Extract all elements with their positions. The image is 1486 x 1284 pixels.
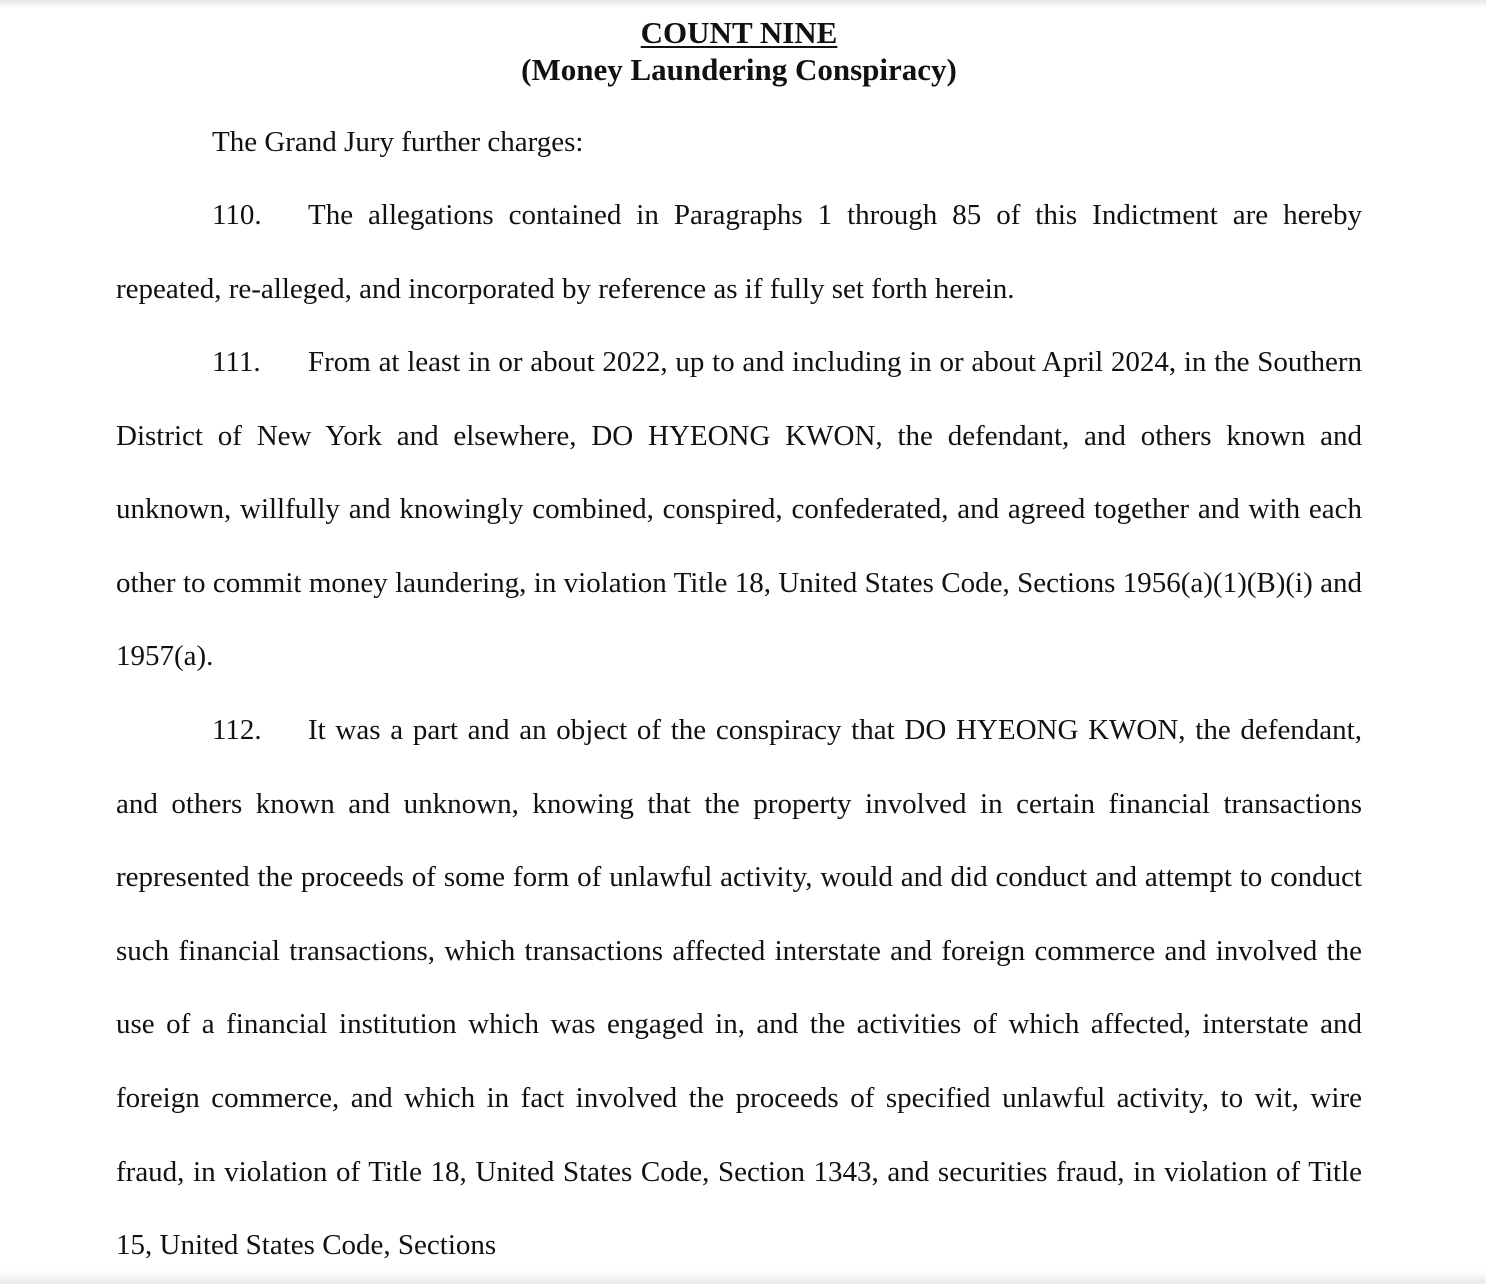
paragraph-111 <box>116 326 1362 694</box>
page-bottom-edge <box>0 1270 1486 1284</box>
paragraph-text: The allegations contained in Paragraphs 1 through 85 of this Indictment are hereby repeated, re-alleged, and incorporated by reference as if fully set forth herein. <box>116 199 1362 305</box>
paragraph-number: 110. <box>212 199 262 231</box>
count-title: COUNT NINE <box>640 15 838 50</box>
paragraph-text: It was a part and an object of the conspiracy that DO HYEONG KWON, the defendant, and others known and unknown, knowing that the property involved in certain financial transactions represented the proceeds of some form of unlawful activity, would and did conduct and attempt to conduct such financial transactions, which transactions affected interstate and foreign commerce and involved the use of a financial institution which was engaged in, and the activities of which affected, interstate and foreign commerce, and which in fact involved the proceeds of specified unlawful activity, to wit, wire fraud, in violation of Title 18, United States Code, Section 1343, and securities fraud, in violation of Title 15, United States Code, Sections <box>116 714 1362 1262</box>
paragraph-112 <box>116 694 1362 1283</box>
page-top-edge <box>0 0 1486 8</box>
paragraph-number: 111. <box>212 346 261 378</box>
paragraph-110 <box>116 179 1362 326</box>
intro-text: The Grand Jury further charges: <box>212 126 584 158</box>
count-subtitle: (Money Laundering Conspiracy) <box>521 52 957 87</box>
paragraph-number: 112. <box>212 714 262 746</box>
paragraph-text: From at least in or about 2022, up to and including in or about April 2024, in the Southern District of New York and elsewhere, DO HYEONG KWON, the defendant, and others known and unknown, willfully and knowingly combined, conspired, confederated, and agreed together and with each other to commit money laundering, in violation Title 18, United States Code, Sections 1956(a)(1)(B)(i) and 1957(a). <box>116 346 1362 673</box>
